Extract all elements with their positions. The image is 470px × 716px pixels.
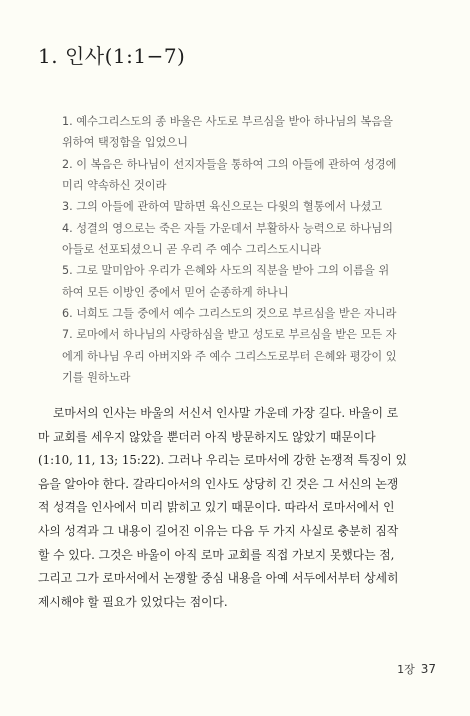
- paragraph-line: 제시해야 할 필요가 있었다는 점이다.: [38, 594, 228, 609]
- verse-line: 7. 로마에서 하나님의 사랑하심을 받고 성도로 부르심을 받은 모든 자: [62, 328, 397, 342]
- paragraph-line: 마 교회를 세우지 않았을 뿐더러 아직 방문하지도 않았기 때문이다: [38, 429, 376, 444]
- paragraph-line: (1:10, 11, 13; 15:22). 그러나 우리는 로마서에 강한 논쟁적 특징이 있: [38, 453, 407, 468]
- verse-line: 하여 모든 이방인 중에서 믿어 순종하게 하나니: [62, 285, 289, 299]
- paragraph-line: 그리고 그가 로마서에서 논쟁할 중심 내용을 아예 서두에서부터 상세히: [38, 571, 399, 586]
- verse-line: 6. 너희도 그들 중에서 예수 그리스도의 것으로 부르심을 받은 자니라: [62, 307, 397, 321]
- chapter-label: 1장: [397, 663, 415, 676]
- paragraph-line: 적 성격을 인사에서 미리 밝히고 있기 때문이다. 따라서 로마서에서 인: [38, 500, 395, 515]
- verse-line: 3. 그의 아들에 관하여 말하면 육신으로는 다윗의 혈통에서 나셨고: [62, 200, 383, 214]
- page-number: 37: [420, 662, 436, 676]
- verse-line: 위하여 택정함을 입었으니: [62, 136, 188, 150]
- verse-line: 아들로 선포되셨으니 곧 우리 주 예수 그리스도시니라: [62, 243, 322, 257]
- verse-line: 1. 예수그리스도의 종 바울은 사도로 부르심을 받아 하나님의 복음을: [62, 115, 393, 128]
- verse-line: 5. 그로 말미암아 우리가 은혜와 사도의 직분을 받아 그의 이름을 위: [62, 264, 390, 278]
- commentary-paragraph: [38, 402, 440, 614]
- verse-line: 2. 이 복음은 하나님이 선지자들을 통하여 그의 아들에 관하여 성경에: [62, 157, 397, 171]
- verse-line: 4. 성결의 영으로는 죽은 자들 가운데서 부활하사 능력으로 하나님의: [62, 221, 393, 235]
- paragraph-line: 음을 알아야 한다. 갈라디아서의 인사도 상당히 긴 것은 그 서신의 논쟁: [38, 476, 399, 491]
- paragraph-line: 할 수 있다. 그것은 바울이 아직 로마 교회를 직접 가보지 못했다는 점,: [38, 547, 395, 562]
- section-heading: 1. 인사(1:1−7): [38, 44, 186, 68]
- verse-line: 에게 하나님 우리 아버지와 주 예수 그리스도로부터 은혜와 평강이 있: [62, 349, 397, 363]
- page-footer: [397, 661, 436, 677]
- scripture-passage: [62, 111, 402, 388]
- paragraph-line: 사의 성격과 그 내용이 길어진 이유는 다음 두 가지 사실로 충분히 짐작: [38, 523, 399, 538]
- paragraph-line: 로마서의 인사는 바울의 서신서 인사말 가운데 가장 길다. 바울이 로: [38, 406, 399, 420]
- verse-line: 기를 원하노라: [62, 371, 131, 385]
- verse-line: 미리 약속하신 것이라: [62, 179, 167, 193]
